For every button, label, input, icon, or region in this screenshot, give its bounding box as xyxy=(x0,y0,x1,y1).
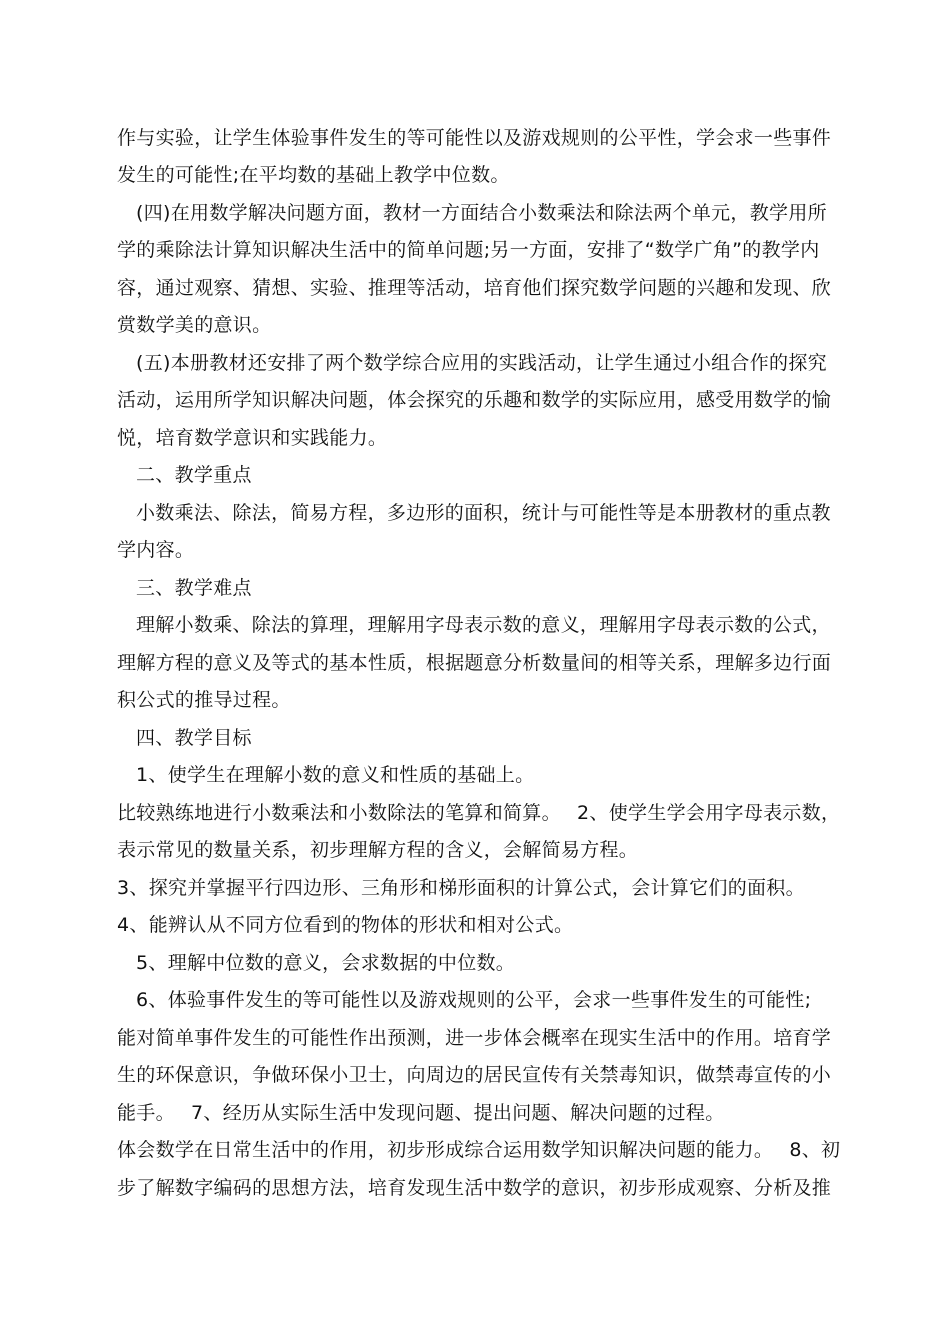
paragraph-line: 理解小数乘、除法的算理，理解用字母表示数的意义，理解用字母表示数的公式， xyxy=(136,614,831,636)
paragraph-line: (四)在用数学解决问题方面，教材一方面结合小数乘法和除法两个单元，教学用所 xyxy=(136,202,827,224)
section-heading: 二、教学重点 xyxy=(136,464,252,486)
list-item: 4、能辨认从不同方位看到的物体的形状和相对公式。 xyxy=(117,914,574,936)
paragraph-line: 小数乘法、除法，简易方程，多边形的面积，统计与可能性等是本册教材的重点教 xyxy=(136,502,831,524)
section-heading: 三、教学难点 xyxy=(136,577,252,599)
paragraph-line: 步了解数字编码的思想方法，培育发现生活中数学的意识，初步形成观察、分析及推 xyxy=(117,1177,832,1199)
paragraph-line: 能手。 7、经历从实际生活中发现问题、提出问题、解决问题的过程。 xyxy=(117,1102,725,1124)
paragraph-line: 学内容。 xyxy=(117,539,195,561)
paragraph-line: 悦，培育数学意识和实践能力。 xyxy=(117,427,388,449)
list-item: 3、探究并掌握平行四边形、三角形和梯形面积的计算公式，会计算它们的面积。 xyxy=(117,877,805,899)
list-item: 1、使学生在理解小数的意义和性质的基础上。 xyxy=(136,764,535,786)
paragraph-line: 体会数学在日常生活中的作用，初步形成综合运用数学知识解决问题的能力。 8、初 xyxy=(117,1139,841,1161)
paragraph-line: 比较熟练地进行小数乘法和小数除法的笔算和简算。 2、使学生学会用字母表示数， xyxy=(117,802,841,824)
list-item: 5、理解中位数的意义，会求数据的中位数。 xyxy=(136,952,516,974)
paragraph-line: 表示常见的数量关系，初步理解方程的含义，会解简易方程。 xyxy=(117,839,639,861)
paragraph-line: 能对简单事件发生的可能性作出预测，进一步体会概率在现实生活中的作用。培育学 xyxy=(117,1027,832,1049)
section-heading: 四、教学目标 xyxy=(136,727,252,749)
paragraph-line: 活动，运用所学知识解决问题，体会探究的乐趣和数学的实际应用，感受用数学的愉 xyxy=(117,389,832,411)
paragraph-line: 学的乘除法计算知识解决生活中的简单问题;另一方面，安排了“数学广角”的教学内 xyxy=(117,239,820,261)
paragraph-line: 生的环保意识，争做环保小卫士，向周边的居民宣传有关禁毒知识，做禁毒宣传的小 xyxy=(117,1064,832,1086)
paragraph-line: 理解方程的意义及等式的基本性质，根据题意分析数量间的相等关系，理解多边行面 xyxy=(117,652,832,674)
list-item: 6、体验事件发生的等可能性以及游戏规则的公平，会求一些事件发生的可能性; xyxy=(136,989,812,1011)
paragraph-line: 积公式的推导过程。 xyxy=(117,689,291,711)
paragraph-line: 容，通过观察、猜想、实验、推理等活动，培育他们探究数学问题的兴趣和发现、欣 xyxy=(117,277,832,299)
paragraph-line: (五)本册教材还安排了两个数学综合应用的实践活动，让学生通过小组合作的探究 xyxy=(136,352,827,374)
paragraph-line: 作与实验，让学生体验事件发生的等可能性以及游戏规则的公平性，学会求一些事件 xyxy=(117,127,832,149)
paragraph-line: 赏数学美的意识。 xyxy=(117,314,272,336)
paragraph-line: 发生的可能性;在平均数的基础上教学中位数。 xyxy=(117,164,510,186)
